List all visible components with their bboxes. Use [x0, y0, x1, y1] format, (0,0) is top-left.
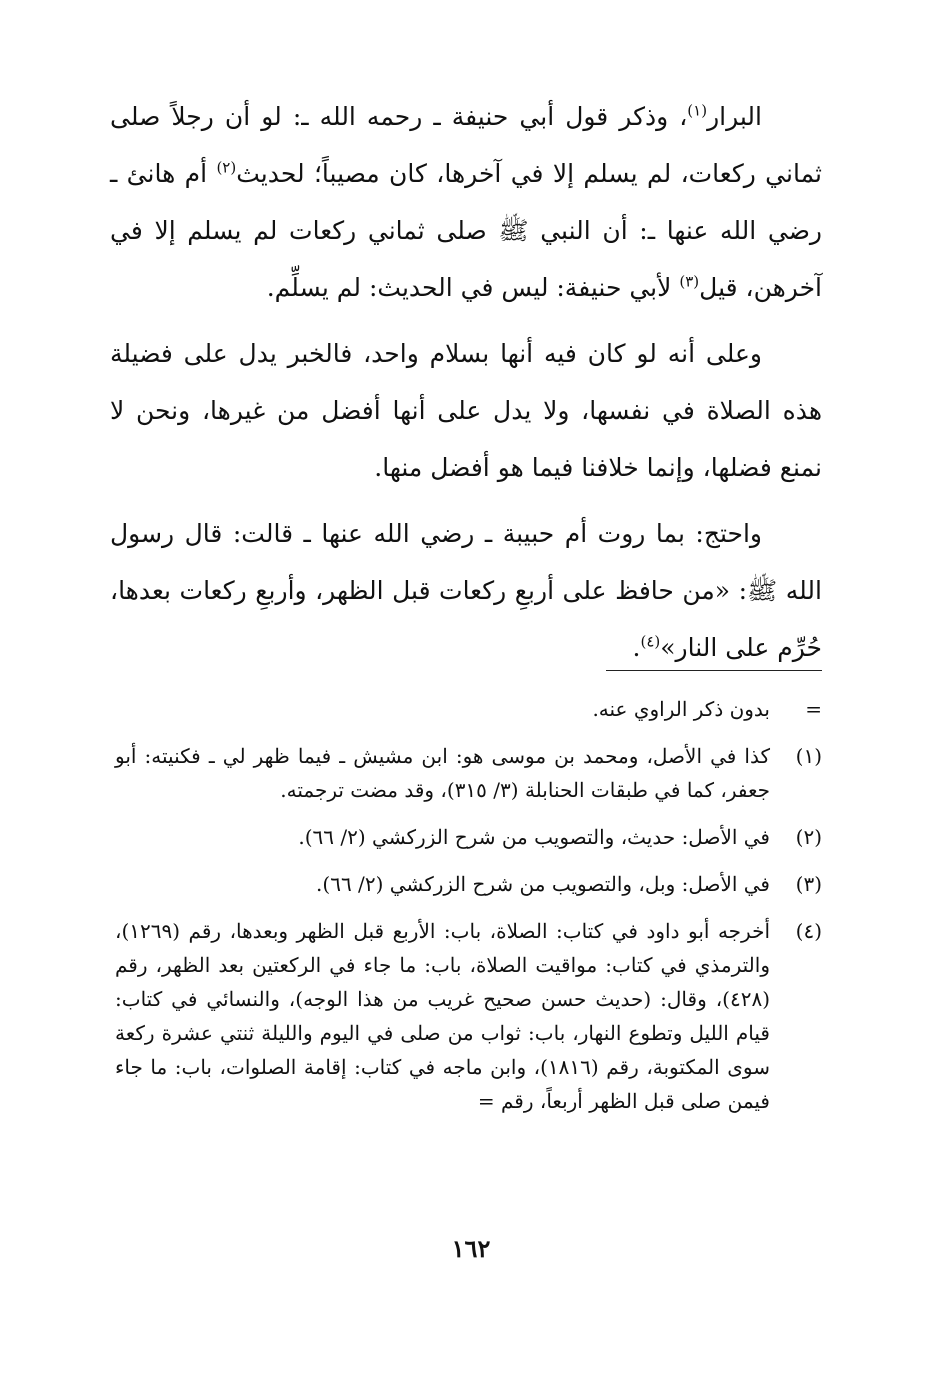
footnote-text: بدون ذكر الراوي عنه.: [592, 697, 770, 721]
footnote-item: [115, 867, 822, 901]
footnote-item: [115, 820, 822, 854]
footnote-text: في الأصل: حديث، والتصويب من شرح الزركشي (٢/ ٦٦).: [298, 825, 770, 849]
main-text: [110, 88, 822, 685]
page-number: ١٦٢: [451, 1234, 491, 1263]
footnote-number: =: [805, 697, 822, 721]
footnote-item: [115, 739, 822, 807]
footnote-marker: (٢): [216, 158, 237, 177]
body-text: .: [632, 633, 641, 662]
footnote-item: [115, 914, 822, 1118]
body-text: وعلى أنه لو كان فيه أنها بسلام واحد، فالخبر يدل على فضيلة هذه الصلاة في نفسها، ولا يدل على أنها أفضل من غيرها، ونحن لا نمنع فضلها، وإنما خلافنا فيما هو أفضل منها.: [110, 339, 822, 482]
body-paragraph: [110, 88, 822, 316]
footnote-text: أخرجه أبو داود في كتاب: الصلاة، باب: الأربع قبل الظهر وبعدها، رقم (١٢٦٩)، والترمذي في كتاب: مواقيت الصلاة، باب: ما جاء في الركعتين بعد الظهر، رقم (٤٢٨)، وقال: (حديث حسن صحيح غريب من هذا الوجه)، والنسائي في كتاب: قيام الليل وتطوع النهار، باب: ثواب من صلى في اليوم والليلة ثنتي عشرة ركعة سوى المكتوبة، رقم (١٨١٦)، وابن ماجه في كتاب: إقامة الصلوات، باب: ما جاء فيمن صلى قبل الظهر أربعاً، رقم =: [115, 919, 770, 1113]
footnote-marker: (٤): [640, 632, 661, 651]
body-text: ، وذكر قول أبي حنيفة ـ رحمه الله ـ: لو أن رجلاً صلى ثماني ركعات، لم يسلم إلا في آخرها، كان مصيباً؛ لحديث: [110, 102, 823, 188]
footnote-text: كذا في الأصل، ومحمد بن موسى هو: ابن مشيش ـ فيما ظهر لي ـ فكنيته: أبو جعفر، كما في طبقات الحنابلة (٣/ ٣١٥)، وقد مضت ترجمته.: [115, 744, 770, 802]
footnote-text: في الأصل: وبل، والتصويب من شرح الزركشي (٢/ ٦٦).: [316, 872, 770, 896]
body-text: واحتج: بما روت أم حبيبة ـ رضي الله عنها ـ قالت: قال رسول الله ﷺ: «من حافظ على أربعِ ركعات قبل الظهر، وأربعِ ركعات بعدها، حُرِّم على النار»: [110, 519, 822, 662]
body-text: أم هانئ ـ رضي الله عنها ـ: أن النبي ﷺ صلى ثماني ركعات لم يسلم إلا في آخرهن، قيل: [110, 159, 822, 302]
body-paragraph: [110, 505, 822, 676]
body-text: لأبي حنيفة: ليس في الحديث: لم يسلِّم.: [266, 273, 680, 302]
body-paragraph: [110, 325, 822, 496]
footnote-marker: (٣): [679, 272, 700, 291]
footnote-marker: (١): [687, 101, 708, 120]
footnotes: [115, 692, 822, 1131]
footnote-number: (٤): [795, 919, 822, 943]
footnote-separator: [606, 670, 822, 671]
footnote-number: (٣): [795, 872, 822, 896]
body-text: البرار: [707, 102, 762, 131]
footnote-number: (٢): [795, 825, 822, 849]
footnote-item: [115, 692, 822, 726]
footnote-number: (١): [795, 744, 822, 768]
